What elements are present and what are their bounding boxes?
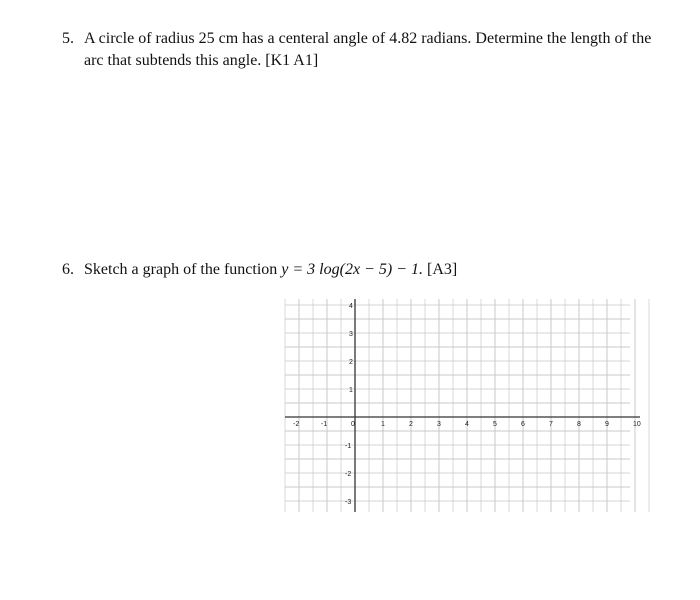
y-tick-label: -2 xyxy=(345,471,352,478)
x-tick-label: 2 xyxy=(409,421,413,428)
y-tick-label: 3 xyxy=(349,331,353,338)
y-tick-label: -3 xyxy=(345,499,352,506)
x-tick-label: 3 xyxy=(437,421,441,428)
question-6-text-before: Sketch a graph of the function xyxy=(84,261,282,278)
y-tick-label: 2 xyxy=(349,359,353,366)
question-5-number: 5. xyxy=(62,30,74,47)
x-tick-label: 8 xyxy=(577,421,581,428)
x-tick-label: 7 xyxy=(549,421,553,428)
x-tick-label: -1 xyxy=(321,421,328,428)
x-tick-label: 0 xyxy=(351,421,355,428)
question-6-number: 6. xyxy=(62,261,74,278)
y-tick-label: -1 xyxy=(345,443,352,450)
x-tick-label: -2 xyxy=(293,421,300,428)
x-tick-label: 10 xyxy=(633,421,641,428)
question-5-text: A circle of radius 25 cm has a centeral angle of 4.82 radians. Determine the length of the arc that subtends this angle. [K1 A1] xyxy=(84,30,652,69)
y-tick-label: 1 xyxy=(349,387,353,394)
x-tick-label: 5 xyxy=(493,421,497,428)
x-tick-label: 1 xyxy=(381,421,385,428)
question-6-text-after: [A3] xyxy=(422,261,458,278)
question-6-function: y = 3 log(2x − 5) − 1. xyxy=(281,261,423,278)
y-tick-label: 4 xyxy=(349,303,353,310)
x-tick-label: 6 xyxy=(521,421,525,428)
x-tick-label: 9 xyxy=(605,421,609,428)
x-tick-label: 4 xyxy=(465,421,469,428)
